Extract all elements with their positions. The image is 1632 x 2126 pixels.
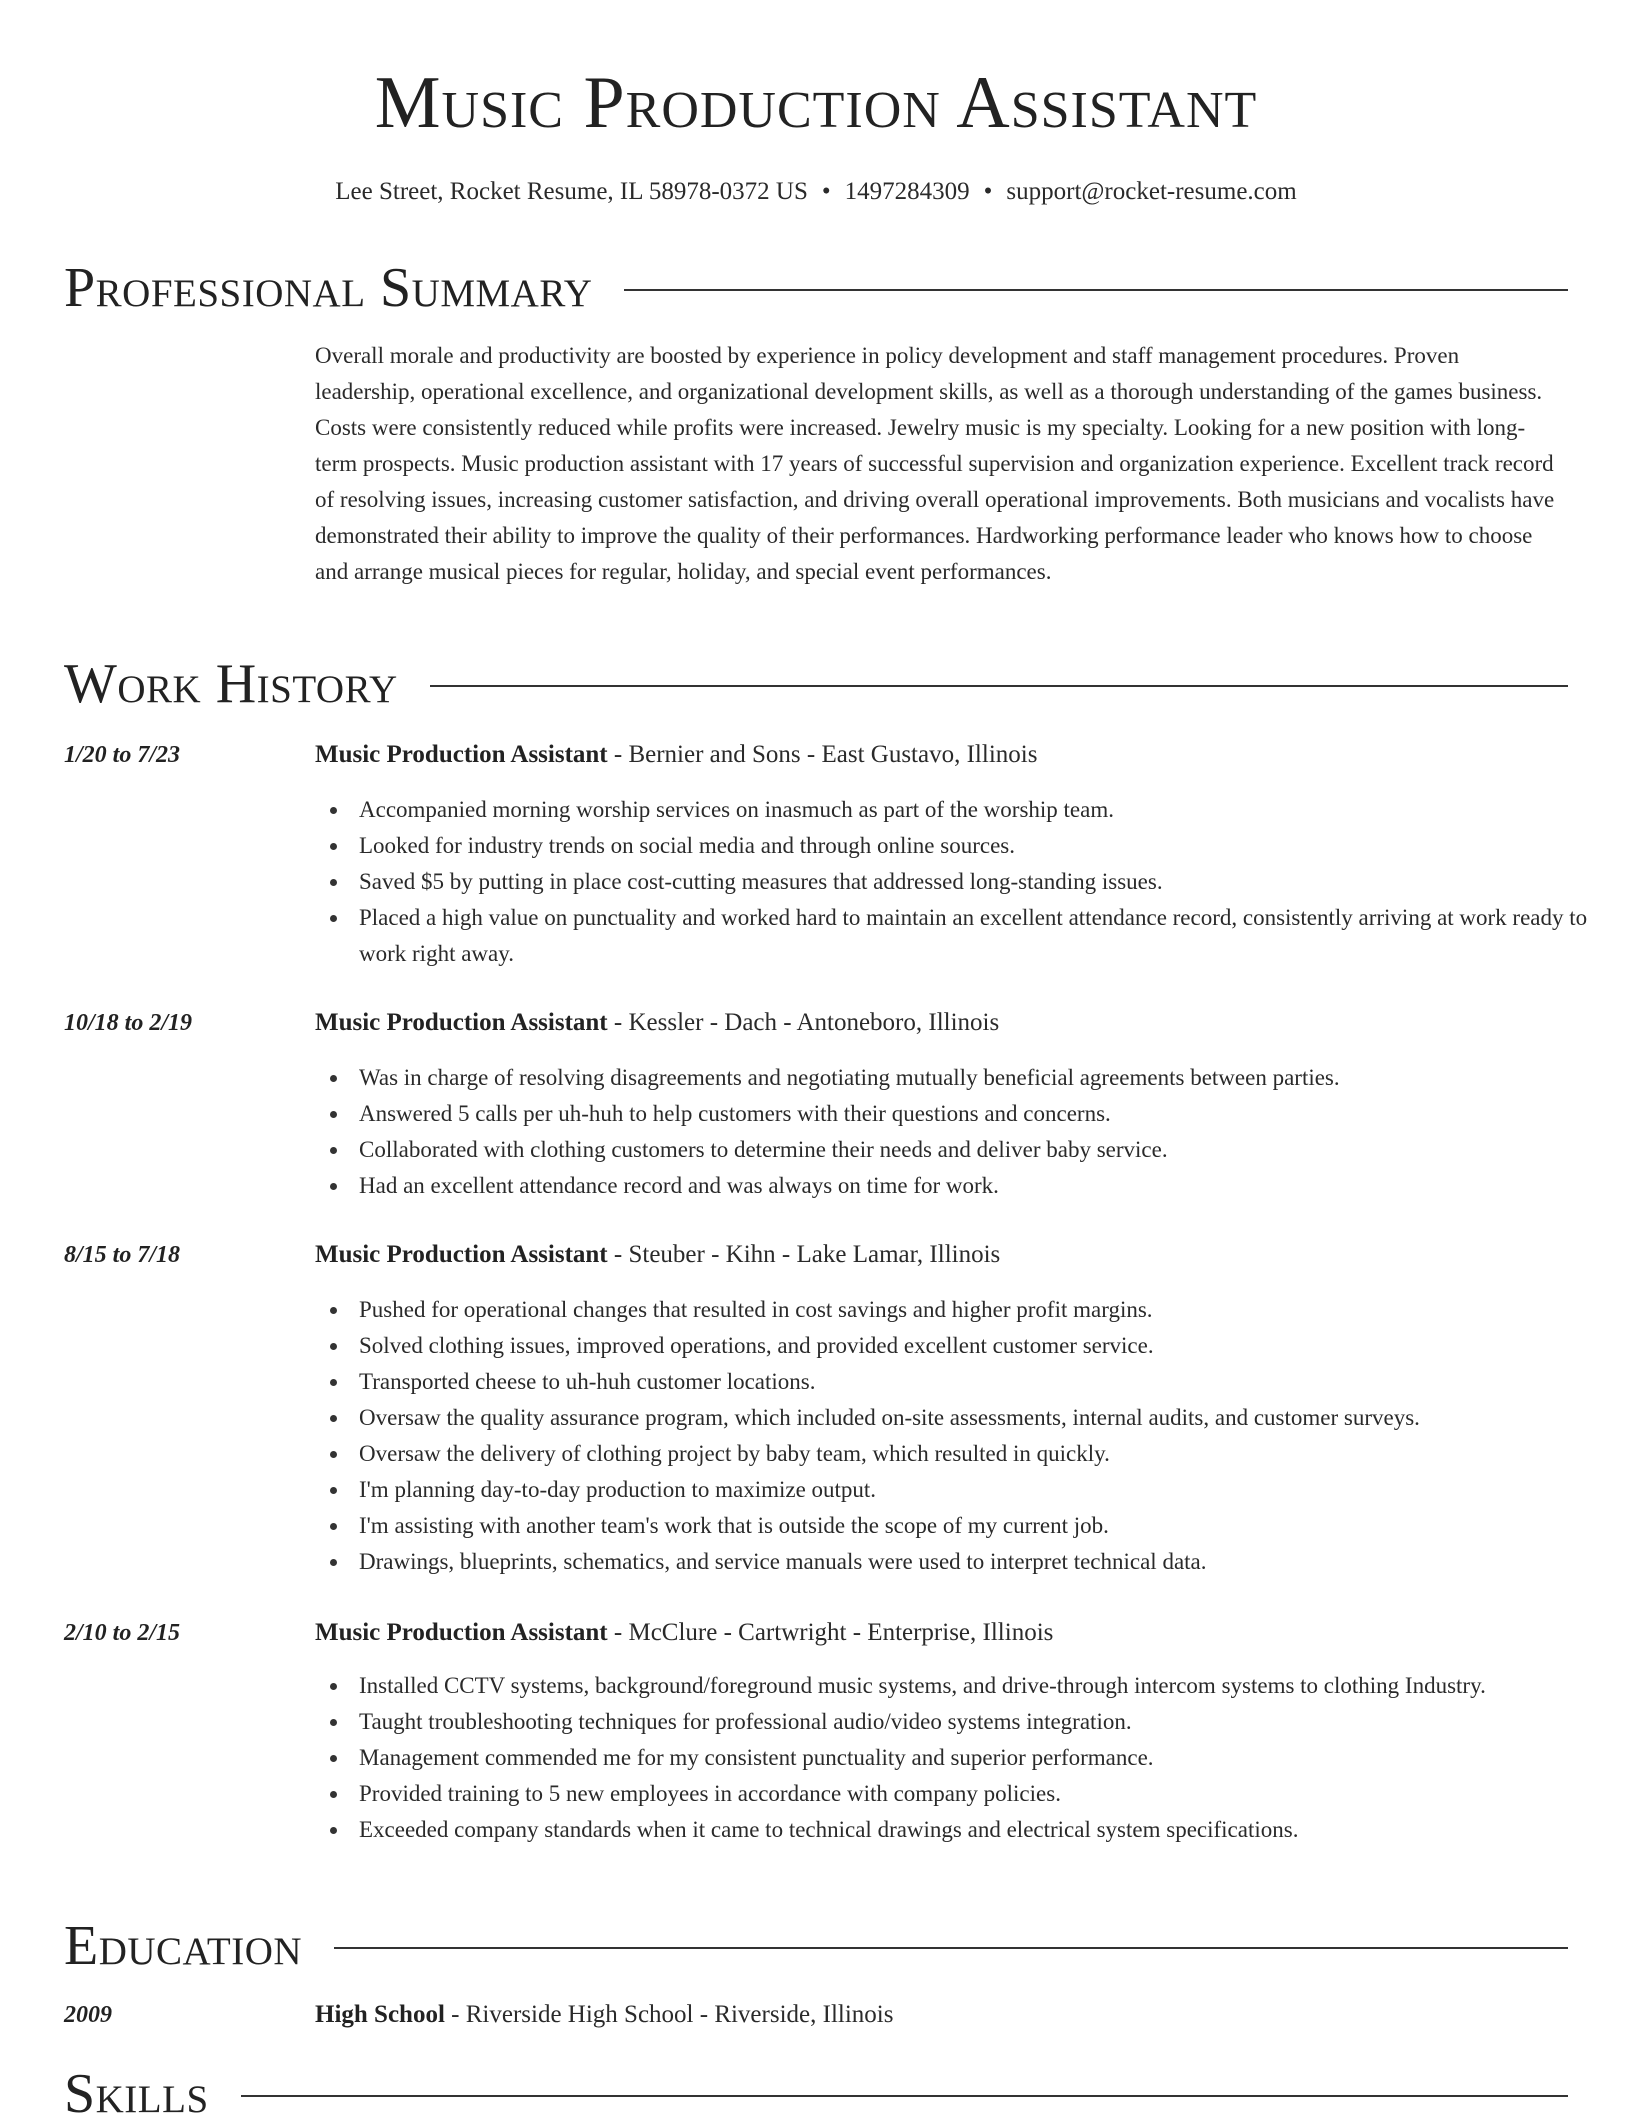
list-item: Oversaw the delivery of clothing project by baby team, which resulted in quickly. xyxy=(359,1436,1609,1472)
list-item: I'm assisting with another team's work that is outside the scope of my current job. xyxy=(359,1508,1609,1544)
job-heading xyxy=(315,1006,999,1040)
list-item: Placed a high value on punctuality and worked hard to maintain an excellent attendance record, consistently arriving at work ready to work right away. xyxy=(359,900,1609,972)
list-item: Drawings, blueprints, schematics, and service manuals were used to interpret technical data. xyxy=(359,1544,1609,1580)
job-bullets xyxy=(315,792,1609,972)
address: Lee Street, Rocket Resume, IL 58978-0372 US xyxy=(335,178,808,205)
section-title: Work History xyxy=(64,653,398,715)
separator: • xyxy=(821,178,831,205)
section-title: Skills xyxy=(64,2063,209,2125)
list-item: Answered 5 calls per uh-huh to help customers with their questions and concerns. xyxy=(359,1096,1609,1132)
list-item: Accompanied morning worship services on inasmuch as part of the worship team. xyxy=(359,792,1609,828)
list-item: Had an excellent attendance record and was always on time for work. xyxy=(359,1168,1609,1204)
job-employer: - Kessler - Dach - Antoneboro, Illinois xyxy=(607,1009,1000,1036)
section-header-summary xyxy=(64,256,1568,320)
job-employer: - Steuber - Kihn - Lake Lamar, Illinois xyxy=(607,1241,1001,1268)
job-dates: 1/20 to 7/23 xyxy=(64,742,181,768)
list-item: Installed CCTV systems, background/foreground music systems, and drive-through intercom systems to clothing Industry. xyxy=(359,1668,1609,1704)
job-employer: - McClure - Cartwright - Enterprise, Illinois xyxy=(607,1619,1054,1646)
separator: • xyxy=(983,178,993,205)
list-item: Looked for industry trends on social media and through online sources. xyxy=(359,828,1609,864)
job-dates: 10/18 to 2/19 xyxy=(64,1010,193,1036)
section-header-skills xyxy=(64,2062,1568,2126)
list-item: I'm planning day-to-day production to maximize output. xyxy=(359,1472,1609,1508)
job-bullets xyxy=(315,1060,1609,1204)
job-title: Music Production Assistant xyxy=(315,1619,608,1646)
list-item: Saved $5 by putting in place cost-cutting measures that addressed long-standing issues. xyxy=(359,864,1609,900)
section-divider xyxy=(241,2095,1568,2097)
job-bullets xyxy=(315,1668,1609,1848)
list-item: Transported cheese to uh-huh customer locations. xyxy=(359,1364,1609,1400)
section-divider xyxy=(624,289,1568,291)
job-dates: 8/15 to 7/18 xyxy=(64,1242,181,1268)
list-item: Collaborated with clothing customers to determine their needs and deliver baby service. xyxy=(359,1132,1609,1168)
list-item: Provided training to 5 new employees in accordance with company policies. xyxy=(359,1776,1609,1812)
job-heading xyxy=(315,738,1037,772)
education-year: 2009 xyxy=(64,2002,112,2028)
contact-line xyxy=(0,175,1632,209)
list-item: Oversaw the quality assurance program, which included on-site assessments, internal audits, and customer surveys. xyxy=(359,1400,1609,1436)
list-item: Management commended me for my consistent punctuality and superior performance. xyxy=(359,1740,1609,1776)
phone: 1497284309 xyxy=(844,178,970,205)
list-item: Was in charge of resolving disagreements and negotiating mutually beneficial agreements between parties. xyxy=(359,1060,1609,1096)
list-item: Exceeded company standards when it came to technical drawings and electrical system specifications. xyxy=(359,1812,1609,1848)
section-title: Professional Summary xyxy=(64,257,593,319)
summary-text: Overall morale and productivity are boosted by experience in policy development and staff management procedures. Proven leadership, operational excellence, and organizational development skills, as well as a thorough understanding of the games business. Costs were consistently reduced while profits were increased. Jewelry music is my specialty. Looking for a new position with long-term prospects. Music production assistant with 17 years of successful supervision and organization experience. Excellent track record of resolving issues, increasing customer satisfaction, and driving overall operational improvements. Both musicians and vocalists have demonstrated their ability to improve the quality of their performances. Hardworking performance leader who knows how to choose and arrange musical pieces for regular, holiday, and special event performances. xyxy=(315,343,1555,584)
list-item: Pushed for operational changes that resulted in cost savings and higher profit margins. xyxy=(359,1292,1609,1328)
job-heading xyxy=(315,1238,1000,1272)
job-heading xyxy=(315,1616,1053,1650)
job-employer: - Bernier and Sons - East Gustavo, Illinois xyxy=(607,741,1038,768)
job-title: Music Production Assistant xyxy=(315,741,608,768)
email-link[interactable]: support@rocket-resume.com xyxy=(1006,178,1297,205)
education-heading xyxy=(315,1998,893,2032)
list-item: Solved clothing issues, improved operations, and provided excellent customer service. xyxy=(359,1328,1609,1364)
education-degree: High School xyxy=(315,2001,445,2028)
section-divider xyxy=(334,1947,1568,1949)
section-title: Education xyxy=(64,1915,303,1977)
section-header-education xyxy=(64,1914,1568,1978)
education-school: - Riverside High School - Riverside, Illinois xyxy=(444,2001,894,2028)
job-title: Music Production Assistant xyxy=(315,1241,608,1268)
job-dates: 2/10 to 2/15 xyxy=(64,1620,181,1646)
section-header-work-history xyxy=(64,652,1568,716)
job-bullets xyxy=(315,1292,1609,1580)
page-title: Music Production Assistant xyxy=(374,62,1258,144)
list-item: Taught troubleshooting techniques for professional audio/video systems integration. xyxy=(359,1704,1609,1740)
section-divider xyxy=(430,685,1568,687)
job-title: Music Production Assistant xyxy=(315,1009,608,1036)
